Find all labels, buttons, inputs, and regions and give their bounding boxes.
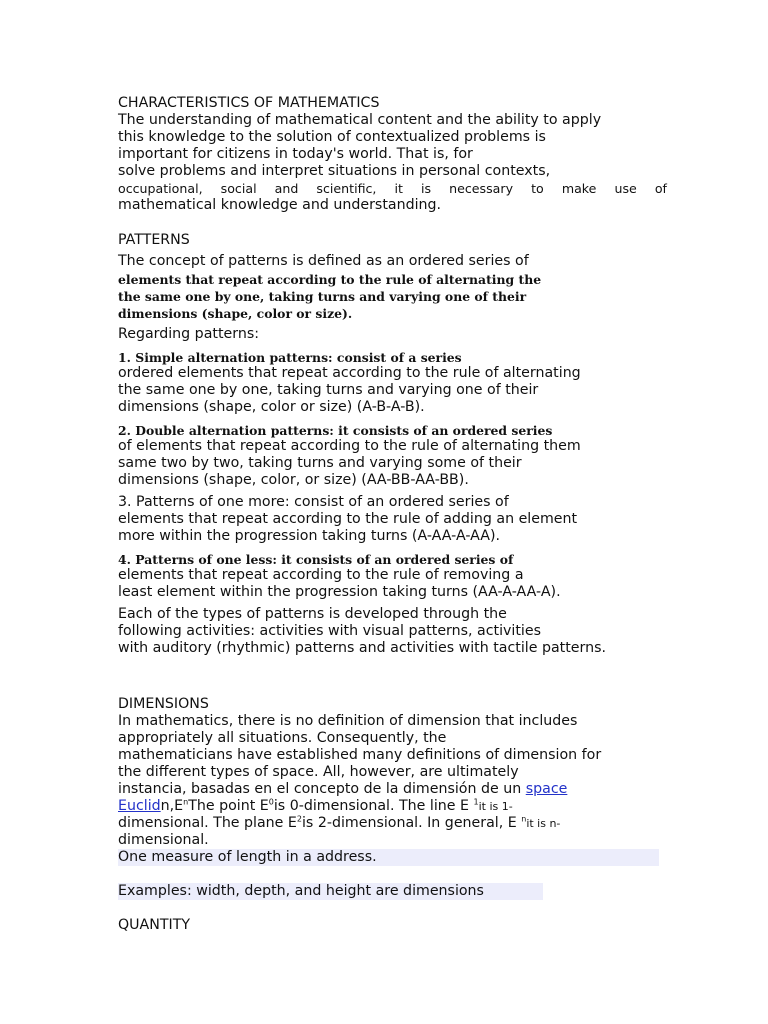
characteristics-line-5: occupational, social and scientific, it is necessary to make use of: [118, 181, 667, 196]
patterns-each-line-3: with auditory (rhythmic) patterns and activities with tactile patterns.: [118, 640, 606, 656]
pattern-item-4-line-2: least element within the progression taking turns (AA-A-AA-A).: [118, 584, 561, 600]
pattern-item-2-line-3: dimensions (shape, color, or size) (AA-BB-AA-BB).: [118, 472, 469, 488]
dimensions-line-7-b: is 2-dimensional. In general, E: [301, 815, 517, 831]
point-rest: is 0-dimensional. The line E: [273, 798, 469, 814]
pattern-item-2-line-2: same two by two, taking turns and varying some of their: [118, 455, 522, 471]
line-rest: it is 1-: [478, 800, 513, 813]
patterns-each-line-2: following activities: activities with visual patterns, activities: [118, 623, 541, 639]
patterns-intro-line: The concept of patterns is defined as an ordered series of: [118, 253, 529, 269]
euclid-tail: n,E: [160, 798, 184, 814]
dimensions-line-3: mathematicians have established many definitions of dimension for: [118, 747, 602, 763]
patterns-intro-bold-2: the same one by one, taking turns and varying one of their: [118, 289, 527, 304]
pattern-item-1-line-2: the same one by one, taking turns and varying one of their: [118, 382, 539, 398]
characteristics-line-6: mathematical knowledge and understanding.: [118, 197, 442, 213]
patterns-heading: PATTERNS: [118, 232, 190, 248]
superscript-n: n: [183, 797, 189, 807]
superscript-1: 1: [473, 797, 479, 807]
superscript-2: 2: [296, 814, 302, 824]
characteristics-line-4: solve problems and interpret situations in personal contexts,: [118, 163, 551, 179]
dimensions-line-5: [118, 781, 589, 798]
pattern-item-3-line-2: elements that repeat according to the rule of adding an element: [118, 511, 578, 527]
dimensions-line-5-text: instancia, basadas en el concepto de la dimensión de un: [118, 781, 522, 797]
dimensions-line-4: the different types of space. All, however, are ultimately: [118, 764, 519, 780]
characteristics-heading: CHARACTERISTICS OF MATHEMATICS: [118, 95, 380, 111]
superscript-n-2: n: [521, 814, 527, 824]
pattern-item-1-bold: 1. Simple alternation patterns: consist of a series: [118, 350, 462, 365]
pattern-item-2-line-1: of elements that repeat according to the rule of alternating them: [118, 438, 581, 454]
pattern-item-4-bold: 4. Patterns of one less: it consists of an ordered series of: [118, 552, 514, 567]
patterns-intro-bold-3: dimensions (shape, color or size).: [118, 306, 353, 321]
pattern-item-1-line-3: dimensions (shape, color or size) (A-B-A-B).: [118, 399, 425, 415]
patterns-each-line-1: Each of the types of patterns is developed through the: [118, 606, 507, 622]
dimensions-examples-line: Examples: width, depth, and height are dimensions: [118, 883, 543, 900]
quantity-heading: QUANTITY: [118, 917, 191, 933]
euclid-link[interactable]: Euclid: [118, 798, 161, 814]
dimensions-line-7-c: it is n-: [526, 817, 561, 830]
characteristics-line-1: The understanding of mathematical content and the ability to apply: [118, 112, 602, 128]
dimensions-line-7: [118, 815, 560, 832]
characteristics-line-3: important for citizens in today's world. That is, for: [118, 146, 473, 162]
dimensions-line-1: In mathematics, there is no definition of dimension that includes: [118, 713, 578, 729]
pattern-item-2-bold: 2. Double alternation patterns: it consists of an ordered series: [118, 423, 553, 438]
pattern-item-3-line-1: 3. Patterns of one more: consist of an ordered series of: [118, 494, 509, 510]
patterns-regarding: Regarding patterns:: [118, 326, 259, 342]
patterns-intro-bold-1: elements that repeat according to the rule of alternating the: [118, 272, 542, 287]
dimensions-line-6: [118, 798, 513, 815]
dimensions-line-8: dimensional.: [118, 832, 209, 848]
dimensions-measure-line: One measure of length in a address.: [118, 849, 659, 866]
characteristics-line-2: this knowledge to the solution of contextualized problems is: [118, 129, 546, 145]
dimensions-line-2: appropriately all situations. Consequently, the: [118, 730, 447, 746]
superscript-0: 0: [268, 797, 274, 807]
space-link[interactable]: space: [525, 781, 568, 797]
pattern-item-1-line-1: ordered elements that repeat according to the rule of alternating: [118, 365, 581, 381]
pattern-item-3-line-3: more within the progression taking turns (A-AA-A-AA).: [118, 528, 501, 544]
dimensions-line-7-a: dimensional. The plane E: [118, 815, 297, 831]
dimensions-heading: DIMENSIONS: [118, 696, 209, 712]
pattern-item-4-line-1: elements that repeat according to the rule of removing a: [118, 567, 524, 583]
point-text: The point E: [188, 798, 269, 814]
